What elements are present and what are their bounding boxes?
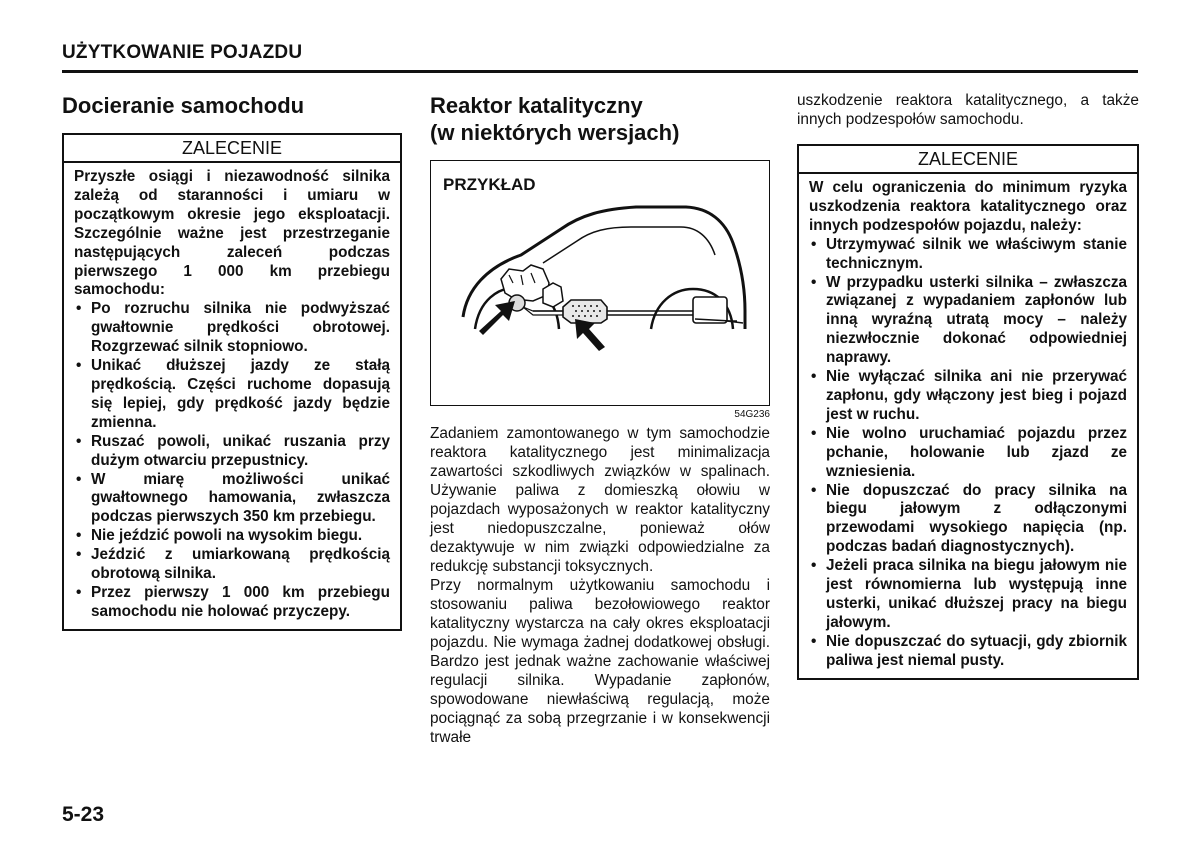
recommendation-box-catalytic bbox=[797, 144, 1139, 680]
list-item: • W miarę możliwości unikać gwałtownego hamowania, zwłaszcza podczas pierwszych 350 km przebiegu. bbox=[74, 471, 390, 528]
column-catalytic-recommendations bbox=[797, 86, 1139, 680]
list-item: • Nie jeździć powoli na wysokim biegu. bbox=[74, 527, 390, 546]
page-number: 5-23 bbox=[62, 803, 105, 826]
list-item: • Unikać dłuższej jazdy ze stałą prędkością. Części ruchome dopasują się lepiej, gdy prędkość jazdy będzie zmienna. bbox=[74, 357, 390, 433]
column-break-in bbox=[62, 86, 402, 631]
heading-line-1: Reaktor katalityczny bbox=[430, 93, 643, 118]
box-title: ZALECENIE bbox=[799, 146, 1137, 174]
list-item: • Nie wyłączać silnika ani nie przerywać zapłonu, gdy włączony jest bieg i pojazd jest w ruchu. bbox=[809, 368, 1127, 425]
list-item: • Ruszać powoli, unikać ruszania przy dużym otwarciu przepustnicy. bbox=[74, 433, 390, 471]
heading-line-2: (w niektórych wersjach) bbox=[430, 120, 680, 145]
example-figure bbox=[430, 160, 770, 406]
heading-break-in: Docieranie samochodu bbox=[62, 93, 305, 118]
figure-code: 54G236 bbox=[734, 409, 770, 420]
list-item: • Jeździć z umiarkowaną prędkością obrotową silnika. bbox=[74, 546, 390, 584]
list-item: • Nie wolno uruchamiać pojazdu przez pchanie, holowanie lub zjazd ze wzniesienia. bbox=[809, 425, 1127, 482]
box-body bbox=[64, 163, 400, 629]
list-item: • Utrzymywać silnik we właściwym stanie technicznym. bbox=[809, 236, 1127, 274]
box-body bbox=[799, 174, 1137, 678]
box-intro: W celu ograniczenia do minimum ryzyka uszkodzenia reaktora katalitycznego oraz innych podzespołów pojazdu, należy: bbox=[809, 179, 1127, 234]
recommendation-box-break-in bbox=[62, 133, 402, 631]
figure-label: PRZYKŁAD bbox=[443, 175, 536, 194]
section-header: UŻYTKOWANIE POJAZDU bbox=[62, 42, 303, 63]
recommendation-list bbox=[809, 236, 1127, 671]
header-rule bbox=[62, 70, 1138, 73]
recommendation-list bbox=[74, 300, 390, 621]
car-window-line bbox=[543, 227, 715, 263]
list-item: • Nie dopuszczać do sytuacji, gdy zbiornik paliwa jest niemal pusty. bbox=[809, 633, 1127, 671]
paragraph-purpose: Zadaniem zamontowanego w tym samochodzie reaktora katalitycznego jest minimalizacja zawartości szkodliwych związków w spalinach. Używanie paliwa z domieszką ołowiu w pojazdach wyposażonych w reaktor katalityczny jest niedopuszczalne, ponieważ ołów dezaktywuje w nim związki odpowiedzialne za redukcję substancji toksycznych. bbox=[430, 425, 770, 575]
list-item: • Jeżeli praca silnika na biegu jałowym nie jest równomierna lub występują inne usterki, unikać dłuższej pracy na biegu jałowym. bbox=[809, 557, 1127, 633]
list-item: • W przypadku usterki silnika – zwłaszcza związanej z wypadaniem zapłonów lub inną wyraźną utratą mocy – należy niezwłocznie dokonać odpowiedniej naprawy. bbox=[809, 274, 1127, 369]
list-item: • Po rozruchu silnika nie podwyższać gwałtownie prędkości obrotowej. Rozgrzewać silnik stopniowo. bbox=[74, 300, 390, 357]
column-catalytic-converter bbox=[430, 86, 770, 747]
transmission bbox=[543, 283, 563, 307]
paragraph-maintenance: Przy normalnym użytkowaniu samochodu i stosowaniu paliwa bezołowiowego reaktor katalityczny wystarcza na cały okres eksploatacji pojazdu. Nie wymaga żadnej dodatkowej obsługi. Bardzo jest jednak ważne zachowanie właściwej regulacji silnika. Wypadanie zapłonów, spowodowane niewłaściwą regulacją, może pociągnąć za sobą przegrzanie i w konsekwencji trwałe bbox=[430, 577, 770, 746]
list-item: • Przez pierwszy 1 000 km przebiegu samochodu nie holować przyczepy. bbox=[74, 584, 390, 622]
box-title: ZALECENIE bbox=[64, 135, 400, 163]
paragraph-continued: uszkodzenie reaktora katalitycznego, a także innych podzespołów samochodu. bbox=[797, 92, 1139, 128]
engine-block bbox=[501, 265, 549, 301]
heading-catalytic-converter bbox=[430, 92, 770, 146]
box-intro: Przyszłe osiągi i niezawodność silnika zależą od staranności i umiaru w początkowym okresie jego eksploatacji. Szczególnie ważne jest przestrzeganie następujących zaleceń podczas pierwszego 1 000 km przebiegu samochodu: bbox=[74, 168, 390, 299]
car-exhaust-diagram-icon bbox=[431, 161, 771, 407]
list-item: • Nie dopuszczać do pracy silnika na biegu jałowym z odłączonymi przewodami wysokiego napięcia (np. podczas badań diagnostycznych). bbox=[809, 482, 1127, 558]
